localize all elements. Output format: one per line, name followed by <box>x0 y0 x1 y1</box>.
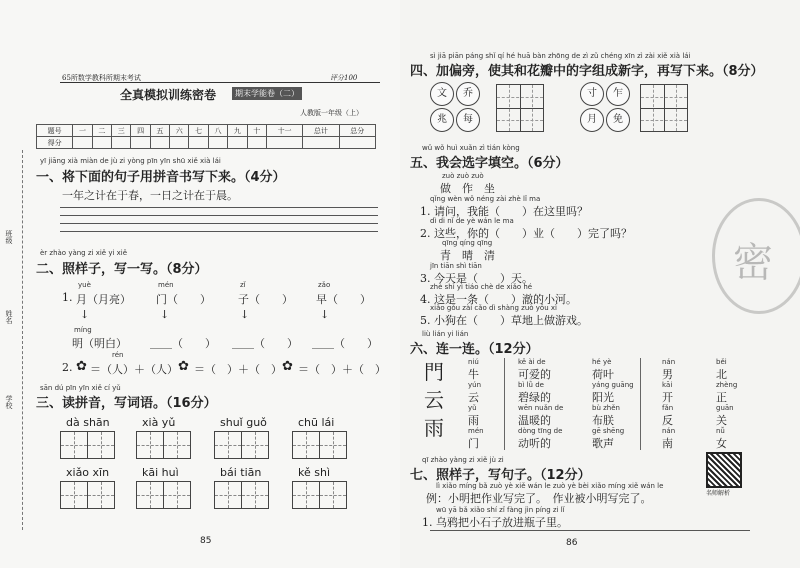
q2-row2-item-3[interactable]: ＿＿（ ） <box>232 337 298 350</box>
q5-choice1-pinyin: zuò zuò zuò <box>442 172 484 180</box>
q5-s2-pinyin: dì di nǐ de yè wán le ma <box>430 217 514 225</box>
q6-adjective-pinyin: bì lǜ de <box>518 381 544 389</box>
q6-noun-phrase[interactable]: 布朕 <box>592 414 614 427</box>
q6-pinyin: liù lián yi lián <box>422 330 469 338</box>
q2-pinyin: èr zhào yàng zi xiě yi xiě <box>40 249 128 257</box>
header-rule <box>60 82 380 83</box>
q5-choice1: 做 作 坐 <box>440 182 495 195</box>
q3-word-pinyin: xiǎo xīn <box>66 466 110 479</box>
score-value-cell[interactable] <box>131 137 150 149</box>
flower-diagram-2 <box>580 82 630 132</box>
q3-word-pinyin: bái tiān <box>220 466 262 479</box>
edition-label: 人教版一年级（上） <box>300 109 363 117</box>
flower-icon: ✿ <box>282 359 293 374</box>
q5-s4-pinyin: zhè shì yì tiáo chè de xiǎo hé <box>430 283 533 291</box>
q1-line-3 <box>60 223 378 224</box>
q6-word-b-pinyin: nǚ <box>716 427 725 435</box>
q6-word-a[interactable]: 男 <box>662 368 673 381</box>
petal: 兆 <box>430 108 454 132</box>
score-header-cell: 十 <box>247 125 266 137</box>
q7-example-pinyin: lì xiǎo míng bǎ zuò yè xiě wán le zuò yè bèi xiǎo míng xiě wán le <box>436 482 664 490</box>
arrow-down-icon: ↓ <box>80 308 90 321</box>
q2-row1-py-3: zǐ <box>240 281 246 289</box>
score-header-cell: 十一 <box>266 125 302 137</box>
score-value-cell[interactable] <box>112 137 131 149</box>
q6-noun[interactable]: 云 <box>468 391 479 404</box>
q6-noun-pinyin: yǔ <box>468 404 477 412</box>
pictograph-rain-icon: 雨 <box>424 416 444 440</box>
q6-word-a[interactable]: 开 <box>662 391 673 404</box>
q6-noun-phrase-pinyin: bù zhěn <box>592 404 620 412</box>
petal: 免 <box>606 108 630 132</box>
score-value-cell[interactable] <box>228 137 247 149</box>
q6-word-b[interactable]: 女 <box>716 437 727 450</box>
score-value-cell[interactable] <box>170 137 189 149</box>
q5-title: 五、我会选字填空。（6分） <box>410 156 569 171</box>
header-source: 65所数学教科所期末考试 <box>62 74 141 82</box>
petal: 每 <box>456 108 480 132</box>
title-badge: 期末学能卷（二） <box>232 87 302 100</box>
score-value-cell[interactable] <box>73 137 92 149</box>
q3-writing-box[interactable] <box>241 481 269 509</box>
q2-row2-item-1: 明（明白） <box>72 337 127 350</box>
q2-row1-num: 1. <box>62 291 73 304</box>
score-header-cell: 六 <box>170 125 189 137</box>
q2-row1-item-4[interactable]: 早（ ） <box>316 293 371 306</box>
score-header-cell: 一 <box>73 125 92 137</box>
score-header-row <box>37 125 376 137</box>
q6-adjective[interactable]: 可爱的 <box>518 368 551 381</box>
score-header-cell: 总分 <box>339 125 375 137</box>
flower-icon: ✿ <box>178 359 189 374</box>
q5-pinyin: wǔ wǒ huì xuǎn zì tián kòng <box>422 144 520 152</box>
score-header-cell: 九 <box>228 125 247 137</box>
q6-word-b[interactable]: 关 <box>716 414 727 427</box>
side-label-name: 姓名 <box>5 310 13 324</box>
pictograph-door-icon: 門 <box>424 360 444 384</box>
q5-sentence-3[interactable]: 3. 今天是（ ）天。 <box>420 272 533 285</box>
q7-answer-line[interactable] <box>430 530 750 531</box>
score-value-cell[interactable] <box>92 137 111 149</box>
q4-pinyin: sì jiā piān páng shǐ qí hé huā bàn zhōng de zì zǔ chéng xīn zì zài xiě xià lái <box>430 52 691 60</box>
q6-adjective-pinyin: wēn nuǎn de <box>518 404 564 412</box>
side-label-class: 班级 <box>5 230 13 244</box>
score-value-cell[interactable] <box>247 137 266 149</box>
q3-writing-box[interactable] <box>87 481 115 509</box>
q5-choice2: 青 晴 清 <box>440 249 495 262</box>
q3-writing-box[interactable] <box>292 431 320 459</box>
stamp-char: 密 <box>733 240 773 286</box>
qr-label: 名师解析 <box>706 490 731 497</box>
q3-writing-box[interactable] <box>163 431 191 459</box>
petal: 乍 <box>606 82 630 106</box>
q4-title: 四、加偏旁，使其和花瓣中的字组成新字，再写下来。（8分） <box>410 64 764 79</box>
q6-noun[interactable]: 雨 <box>468 414 479 427</box>
q5-sentence-2[interactable]: 2. 这些，你的（ ）业（ ）完了吗？ <box>420 227 632 240</box>
q2-row1-py-4: zǎo <box>318 281 331 289</box>
score-value-cell: 得分 <box>37 137 73 149</box>
score-header-cell: 八 <box>208 125 227 137</box>
column-divider <box>640 358 641 450</box>
q3-writing-box[interactable] <box>60 431 88 459</box>
score-value-cell[interactable] <box>339 137 375 149</box>
page-number: 85 <box>200 536 212 546</box>
score-value-cell[interactable] <box>150 137 169 149</box>
q1-title: 一、将下面的句子用拼音书写下来。（4分） <box>36 170 286 185</box>
petal: 月 <box>580 108 604 132</box>
q6-noun[interactable]: 牛 <box>468 368 479 381</box>
score-header-cell: 七 <box>189 125 208 137</box>
q6-noun-pinyin: mén <box>468 427 484 435</box>
q1-line-2 <box>60 215 378 216</box>
score-value-cell[interactable] <box>303 137 339 149</box>
q2-row3-py: rén <box>112 351 124 359</box>
q3-word-pinyin: xià yǔ <box>142 416 176 429</box>
answer-grid[interactable] <box>496 84 544 132</box>
q2-row2-item-2[interactable]: ＿＿（ ） <box>150 337 216 350</box>
petal: 乔 <box>456 82 480 106</box>
q5-sentence-5[interactable]: 5. 小狗在（ ）草地上做游戏。 <box>420 314 588 327</box>
q5-s1-pinyin: qǐng wèn wǒ néng zài zhè lǐ ma <box>430 195 541 203</box>
q7-title: 七、照样子，写句子。（12分） <box>410 468 591 483</box>
q6-word-a-pinyin: kāi <box>662 381 673 389</box>
answer-grid[interactable] <box>640 84 688 132</box>
q2-title: 二、照样子，写一写。（8分） <box>36 262 208 277</box>
q6-title: 六、连一连。（12分） <box>410 342 539 357</box>
q3-writing-box[interactable] <box>163 481 191 509</box>
q5-s5-pinyin: xiǎo gǒu zài cǎo dì shàng zuò yóu xì <box>430 304 557 312</box>
arrow-down-icon: ↓ <box>320 308 330 321</box>
q6-word-a-pinyin: nán <box>662 358 676 366</box>
flower-icon: ✿ <box>76 359 87 374</box>
q6-noun-phrase-pinyin: yáng guāng <box>592 381 634 389</box>
score-table <box>36 124 376 149</box>
q1-pinyin: yī jiāng xià miàn de jù zi yòng pīn yīn shū xiě xià lái <box>40 157 221 165</box>
q6-word-b-pinyin: zhèng <box>716 381 738 389</box>
score-header-cell: 三 <box>112 125 131 137</box>
q3-writing-box[interactable] <box>136 431 164 459</box>
binding-line <box>22 150 23 530</box>
q7-pinyin: qī zhào yàng zi xiě jù zi <box>422 456 504 464</box>
q5-sentence-4[interactable]: 4. 这是一条（ ）澈的小河。 <box>420 293 577 306</box>
qr-code-icon[interactable] <box>706 452 742 488</box>
q2-row3-item-1: ＝（人）＋（人） <box>90 363 178 376</box>
q3-writing-box[interactable] <box>136 481 164 509</box>
q2-row1-item-1: 月（月亮） <box>76 293 131 306</box>
q3-pinyin: sān dú pīn yīn xiě cí yǔ <box>40 384 121 392</box>
q6-noun-phrase[interactable]: 阳光 <box>592 391 614 404</box>
q3-title: 三、读拼音，写词语。（16分） <box>36 396 217 411</box>
q2-row2-item-4[interactable]: ＿＿（ ） <box>312 337 378 350</box>
petal: 文 <box>430 82 454 106</box>
q6-noun-pinyin: yún <box>468 381 482 389</box>
q7-sentence-1: 1. 乌鸦把小石子放进瓶子里。 <box>422 516 568 529</box>
q6-adjective[interactable]: 碧绿的 <box>518 391 551 404</box>
petal: 寸 <box>580 82 604 106</box>
q1-line-4 <box>60 231 378 232</box>
q3-writing-box[interactable] <box>319 431 347 459</box>
q5-sentence-1[interactable]: 1. 请问，我能（ ）在这里吗？ <box>420 205 588 218</box>
q2-row3-num: 2. <box>62 361 73 374</box>
q2-row2-py-1: míng <box>74 326 92 334</box>
q3-word-pinyin: chū lái <box>298 416 335 429</box>
arrow-down-icon: ↓ <box>160 308 170 321</box>
score-header-cell: 总计 <box>303 125 339 137</box>
q6-adjective[interactable]: 动听的 <box>518 437 551 450</box>
score-header-cell: 四 <box>131 125 150 137</box>
q6-word-a-pinyin: nán <box>662 427 676 435</box>
q6-word-b[interactable]: 正 <box>716 391 727 404</box>
q3-writing-box[interactable] <box>241 431 269 459</box>
q6-word-b-pinyin: běi <box>716 358 727 366</box>
q5-choice2-pinyin: qīng qíng qīng <box>442 239 493 247</box>
page-number: 86 <box>566 538 578 548</box>
flower-diagram-1 <box>430 82 480 132</box>
q6-noun-phrase[interactable]: 歌声 <box>592 437 614 450</box>
q6-word-a[interactable]: 反 <box>662 414 673 427</box>
q6-adjective[interactable]: 温暖的 <box>518 414 551 427</box>
q2-row3-item-3[interactable]: ＝（ ）＋（ ） <box>298 363 386 376</box>
q3-writing-box[interactable] <box>87 431 115 459</box>
score-header-cell: 五 <box>150 125 169 137</box>
page-title: 全真模拟训练密卷 <box>120 88 217 102</box>
q6-word-a[interactable]: 南 <box>662 437 673 450</box>
q3-word-pinyin: kāi huì <box>142 466 179 479</box>
q2-row3-item-2[interactable]: ＝（ ）＋（ ） <box>194 363 282 376</box>
q3-writing-box[interactable] <box>214 481 242 509</box>
q2-row1-py-1: yuè <box>78 281 91 289</box>
score-value-cell[interactable] <box>189 137 208 149</box>
q3-writing-box[interactable] <box>292 481 320 509</box>
q6-noun[interactable]: 门 <box>468 437 479 450</box>
q6-word-a-pinyin: fǎn <box>662 404 674 412</box>
q6-noun-phrase[interactable]: 荷叶 <box>592 368 614 381</box>
q3-word-pinyin: dà shān <box>66 416 110 429</box>
score-header-cell: 二 <box>92 125 111 137</box>
q6-adjective-pinyin: dòng tīng de <box>518 427 563 435</box>
score-value-row <box>37 137 376 149</box>
column-divider <box>504 358 505 450</box>
q2-row1-item-3[interactable]: 子（ ） <box>238 293 293 306</box>
q1-line-1[interactable] <box>60 207 378 208</box>
score-value-cell[interactable] <box>208 137 227 149</box>
q3-writing-box[interactable] <box>60 481 88 509</box>
q6-adjective-pinyin: kě ài de <box>518 358 546 366</box>
q6-noun-phrase-pinyin: gē shēng <box>592 427 625 435</box>
q6-noun-phrase-pinyin: hé yè <box>592 358 612 366</box>
score-header-cell: 题号 <box>37 125 73 137</box>
arrow-down-icon: ↓ <box>240 308 250 321</box>
q3-writing-box[interactable] <box>319 481 347 509</box>
confidential-stamp <box>712 198 800 314</box>
q6-word-b-pinyin: guān <box>716 404 734 412</box>
q3-writing-box[interactable] <box>214 431 242 459</box>
q2-row1-py-2: mén <box>158 281 174 289</box>
q6-noun-pinyin: niú <box>468 358 479 366</box>
pictograph-cloud-icon: 云 <box>424 388 444 412</box>
q7-example: 例：小明把作业写完了。 作业被小明写完了。 <box>426 492 652 505</box>
q6-word-b[interactable]: 北 <box>716 368 727 381</box>
q1-sentence: 一年之计在于春，一日之计在于晨。 <box>62 189 238 202</box>
header-score: 评分100 <box>330 74 358 82</box>
score-value-cell[interactable] <box>266 137 302 149</box>
q5-s3-pinyin: jīn tiān shì tiān <box>430 262 482 270</box>
q2-row1-item-2[interactable]: 门（ ） <box>156 293 211 306</box>
q7-s1-pinyin: wū yā bǎ xiǎo shí zǐ fàng jìn píng zi lǐ <box>436 506 565 514</box>
side-label-school: 学校 <box>5 395 13 409</box>
q3-word-pinyin: kě shì <box>298 466 331 479</box>
q3-word-pinyin: shuǐ guǒ <box>220 416 267 429</box>
